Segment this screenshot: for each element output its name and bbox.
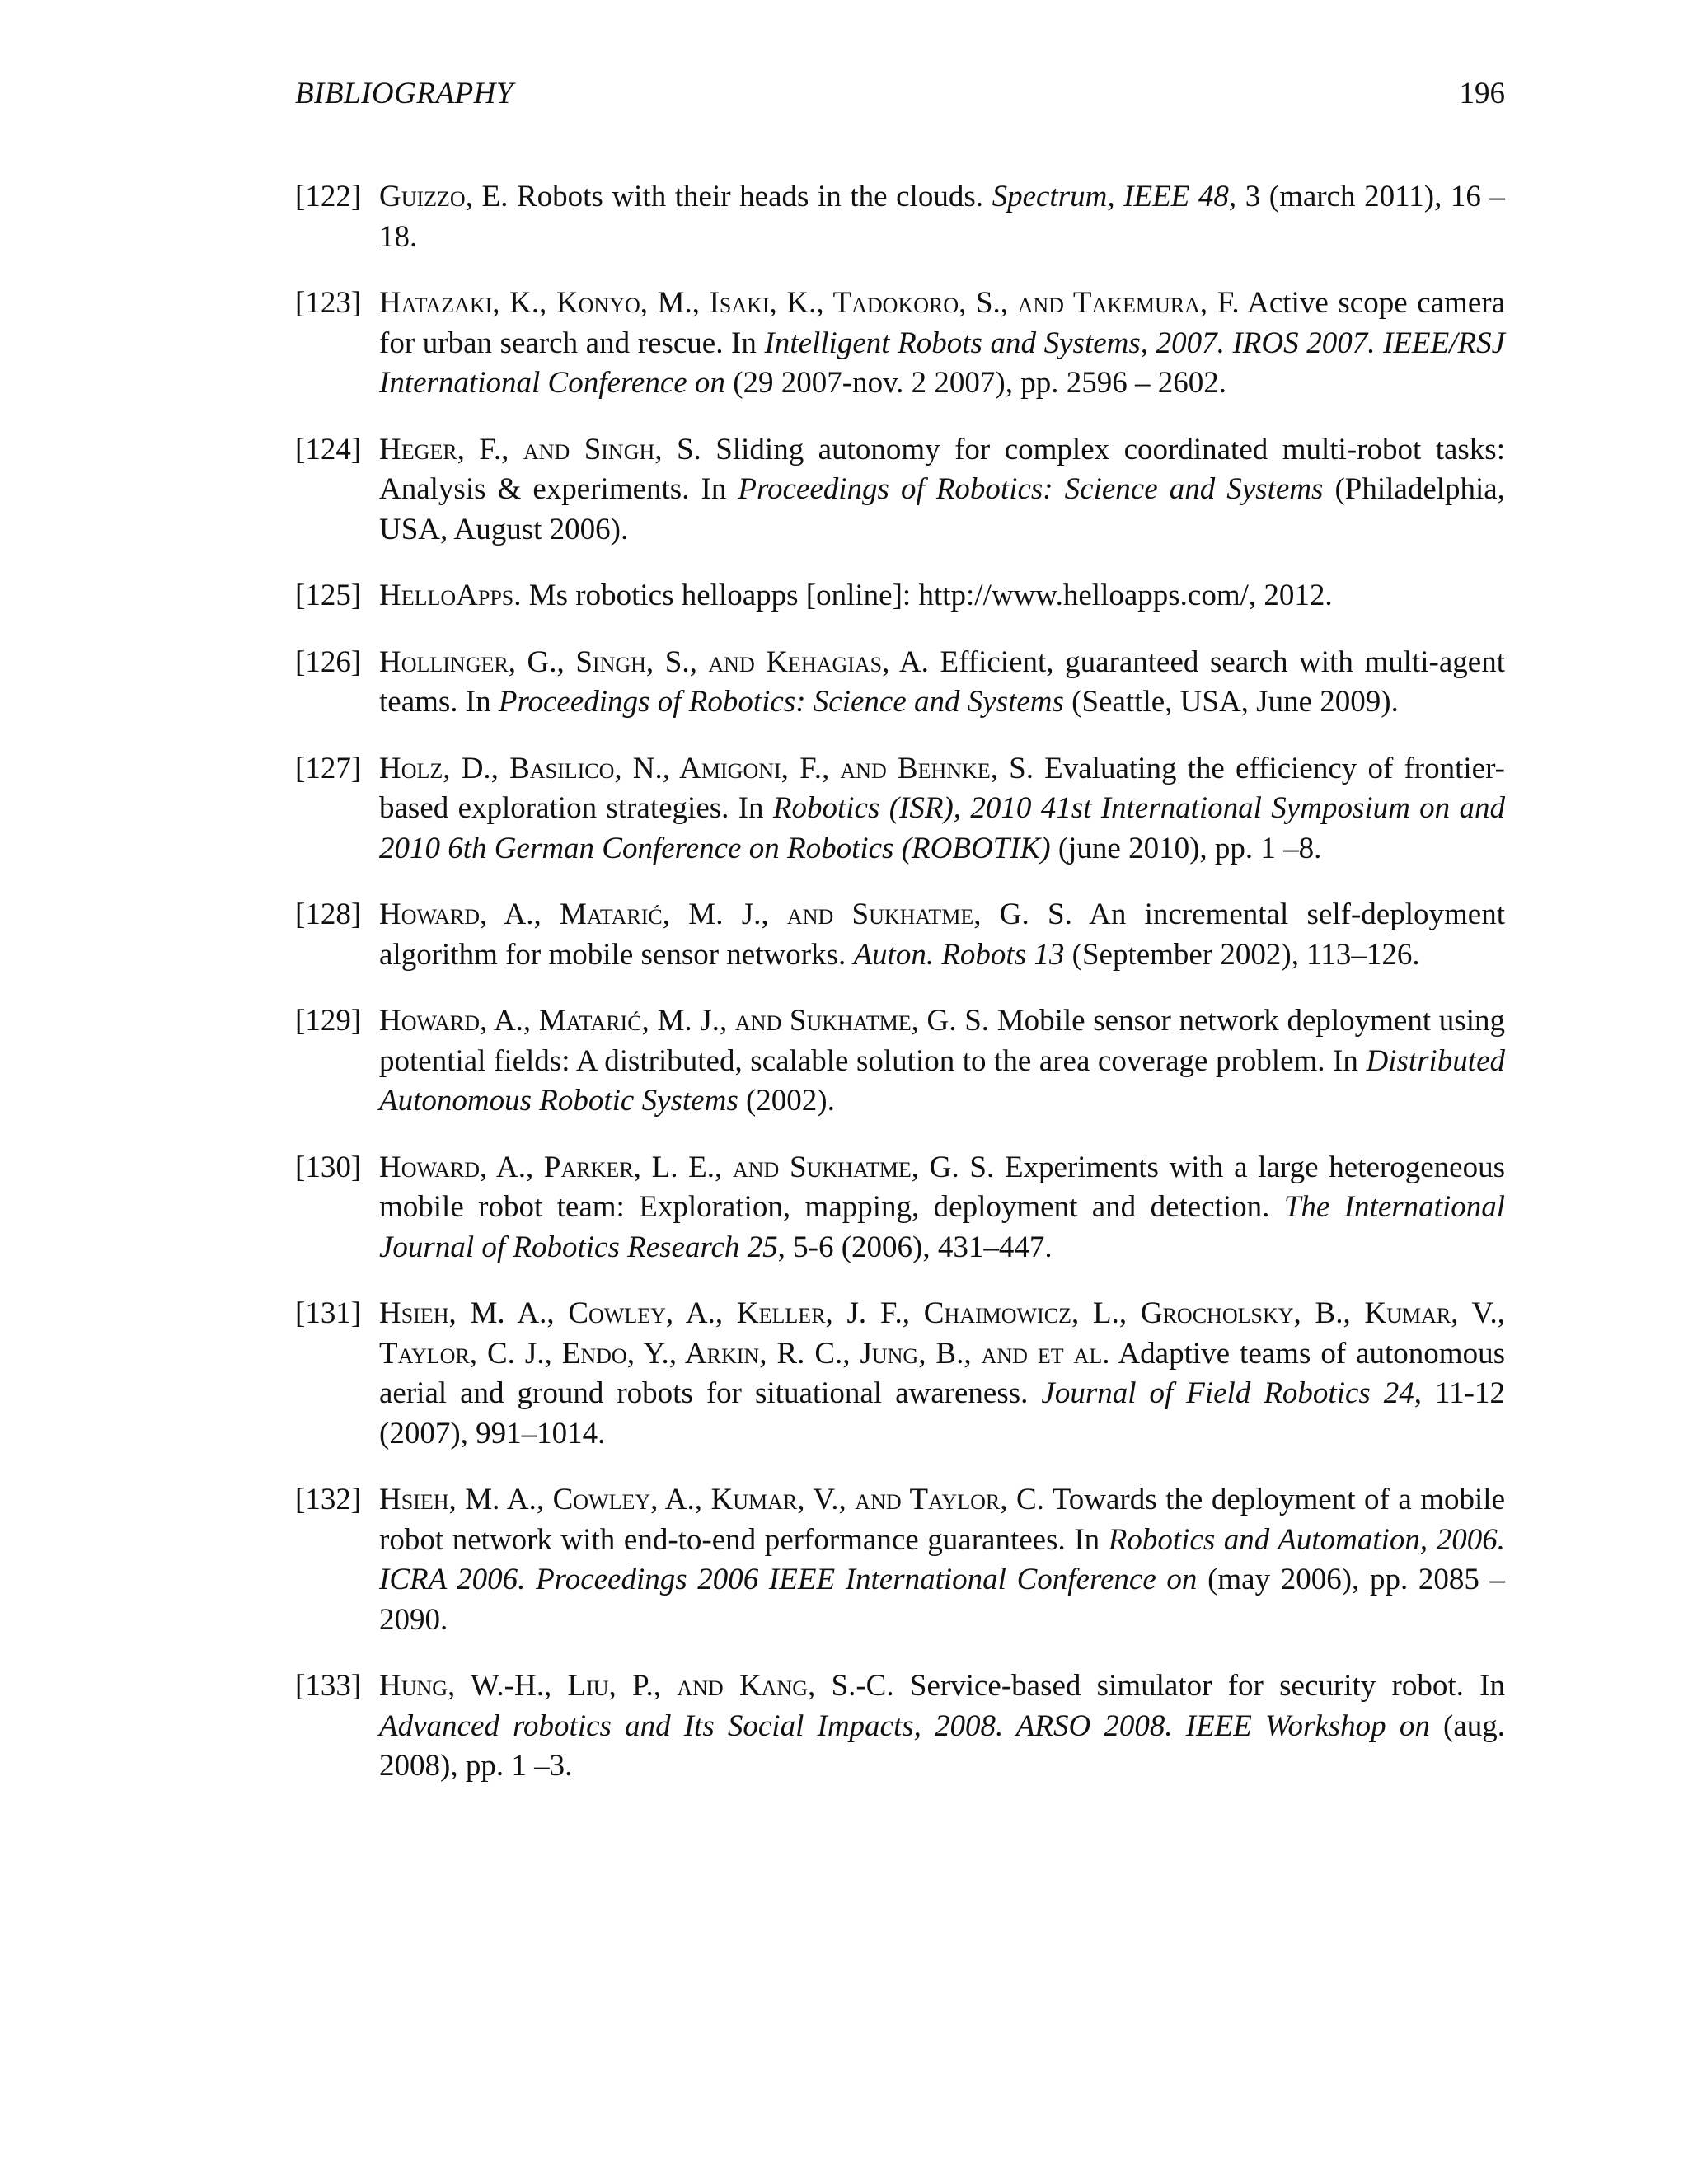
entry-venue: Intelligent Robots and Systems, 2007. IROS 2007. IEEE/RSJ International Conference on <box>379 326 1505 400</box>
bibliography-entry <box>295 1666 1505 1787</box>
entry-text-segment: Ms robotics helloapps [online]: http://www.helloapps.com/, 2012. <box>521 579 1333 612</box>
entry-number: [132] <box>295 1483 362 1516</box>
entry-authors: Howard, A., Parker, L. E., and Sukhatme, G. S. <box>379 1150 995 1184</box>
entry-text <box>379 284 1505 404</box>
entry-text-segment: An incremental self-deployment algorithm for mobile sensor networks. <box>379 898 1505 972</box>
bibliography-entry <box>295 430 1505 551</box>
page-number: 196 <box>1459 77 1505 110</box>
bibliography-entry <box>295 643 1505 723</box>
entry-text-segment: (Seattle, USA, June 2009). <box>1063 685 1399 719</box>
bibliography-entry <box>295 576 1505 616</box>
entry-text-segment: , 5-6 (2006), 431–447. <box>777 1230 1053 1264</box>
entry-text-segment: , 3 (march 2011), 16 –18. <box>379 180 1506 254</box>
entry-text-segment: Sliding autonomy for complex coordinated multi-robot tasks: Analysis & experiments. In <box>379 432 1505 506</box>
entry-number: [130] <box>295 1150 362 1184</box>
entry-text <box>379 1480 1505 1640</box>
entry-venue: Robotics (ISR), 2010 41st International Symposium on and 2010 6th German Conference on Robotics (ROBOTIK) <box>379 791 1506 865</box>
bibliography-entry <box>295 749 1505 869</box>
entry-venue: Proceedings of Robotics: Science and Systems <box>738 472 1324 506</box>
entry-text-segment: (Philadelphia, USA, August 2006). <box>379 472 1505 546</box>
entry-authors: Hatazaki, K., Konyo, M., Isaki, K., Tadokoro, S., and Takemura, F. <box>379 286 1240 320</box>
entry-venue: Proceedings of Robotics: Science and Systems <box>498 685 1064 719</box>
entry-text-segment: Evaluating the efficiency of frontier-based exploration strategies. In <box>379 751 1505 825</box>
entry-venue: Auton. Robots 13 <box>853 937 1065 972</box>
entry-text-segment: Towards the deployment of a mobile robot network with end-to-end performance guarantees. In <box>379 1483 1505 1557</box>
entry-authors: Howard, A., Matarić, M. J., and Sukhatme, G. S. <box>379 898 1072 931</box>
bibliography-list <box>295 177 1505 1813</box>
entry-authors: Hung, W.-H., Liu, P., and Kang, S.-C. <box>379 1669 894 1703</box>
entry-number: [127] <box>295 751 362 785</box>
entry-authors: Howard, A., Matarić, M. J., and Sukhatme, G. S. <box>379 1004 990 1038</box>
entry-text-segment: Efficient, guaranteed search with multi-agent teams. In <box>379 644 1505 719</box>
entry-text <box>379 895 1505 975</box>
entry-text-segment: Service-based simulator for security robot. In <box>893 1669 1506 1703</box>
running-header <box>295 76 1505 125</box>
entry-authors: Heger, F., and Singh, S. <box>379 432 701 466</box>
entry-venue: Spectrum, IEEE 48 <box>992 180 1229 213</box>
entry-text-segment: Adaptive teams of autonomous aerial and ground robots for situational awareness. <box>379 1336 1505 1410</box>
entry-authors: HelloApps. <box>379 579 522 612</box>
bibliography-entry <box>295 895 1505 975</box>
entry-authors: Holz, D., Basilico, N., Amigoni, F., and Behnke, S. <box>379 751 1034 785</box>
entry-text-segment: (2002). <box>738 1084 835 1118</box>
bibliography-entry <box>295 1294 1505 1454</box>
bibliography-entry <box>295 1148 1505 1268</box>
entry-text-segment: Mobile sensor network deployment using potential fields: A distributed, scalable solution to the area coverage problem. In <box>379 1004 1505 1078</box>
entry-text-segment: (june 2010), pp. 1 –8. <box>1050 831 1322 865</box>
entry-text-segment: , 11-12 (2007), 991–1014. <box>379 1376 1505 1451</box>
entry-venue: Advanced robotics and Its Social Impacts, 2008. ARSO 2008. IEEE Workshop on <box>379 1708 1430 1743</box>
entry-text <box>379 749 1505 869</box>
entry-number: [122] <box>295 180 362 213</box>
entry-number: [131] <box>295 1296 362 1330</box>
entry-authors: Hollinger, G., Singh, S., and Kehagias, A. <box>379 644 929 679</box>
entry-text-segment: (may 2006), pp. 2085 –2090. <box>379 1563 1505 1637</box>
entry-venue: Robotics and Automation, 2006. ICRA 2006. Proceedings 2006 IEEE International Conference on <box>379 1522 1505 1596</box>
entry-number: [128] <box>295 898 362 931</box>
entry-authors: Guizzo, E. <box>379 180 509 213</box>
entry-text <box>379 430 1505 551</box>
entry-text <box>379 643 1505 723</box>
entry-venue: The International Journal of Robotics Research 25 <box>379 1190 1505 1264</box>
entry-text-segment: (aug. 2008), pp. 1 –3. <box>379 1708 1505 1783</box>
entry-text-segment: Experiments with a large heterogeneous mobile robot team: Exploration, mapping, deployment and detection. <box>379 1150 1505 1224</box>
entry-text-segment: Robots with their heads in the clouds. <box>508 180 992 213</box>
entry-text <box>379 1666 1505 1787</box>
entry-text <box>379 576 1505 616</box>
entry-number: [126] <box>295 644 362 679</box>
entry-number: [133] <box>295 1669 362 1703</box>
bibliography-entry <box>295 1480 1505 1640</box>
bibliography-entry <box>295 284 1505 404</box>
entry-number: [123] <box>295 286 362 320</box>
entry-text <box>379 1294 1505 1454</box>
entry-text <box>379 177 1505 257</box>
bibliography-entry <box>295 177 1505 257</box>
entry-authors: Hsieh, M. A., Cowley, A., Kumar, V., and Taylor, C. <box>379 1483 1044 1516</box>
entry-authors: Hsieh, M. A., Cowley, A., Keller, J. F., Chaimowicz, L., Grocholsky, B., Kumar, V., Taylor, C. J., Endo, Y., Arkin, R. C., Jung, B., and et al. <box>379 1296 1505 1371</box>
bibliography-entry <box>295 1001 1505 1122</box>
entry-number: [129] <box>295 1004 362 1038</box>
entry-text <box>379 1148 1505 1268</box>
entry-venue: Journal of Field Robotics 24 <box>1041 1376 1414 1410</box>
entry-text <box>379 1001 1505 1122</box>
entry-text-segment: (29 2007-nov. 2 2007), pp. 2596 – 2602. <box>724 366 1226 400</box>
entry-venue: Distributed Autonomous Robotic Systems <box>379 1043 1505 1118</box>
entry-number: [124] <box>295 432 362 466</box>
entry-number: [125] <box>295 579 362 612</box>
header-title: BIBLIOGRAPHY <box>295 77 513 110</box>
entry-text-segment: Active scope camera for urban search and rescue. In <box>379 286 1505 360</box>
entry-text-segment: (September 2002), 113–126. <box>1064 937 1420 972</box>
